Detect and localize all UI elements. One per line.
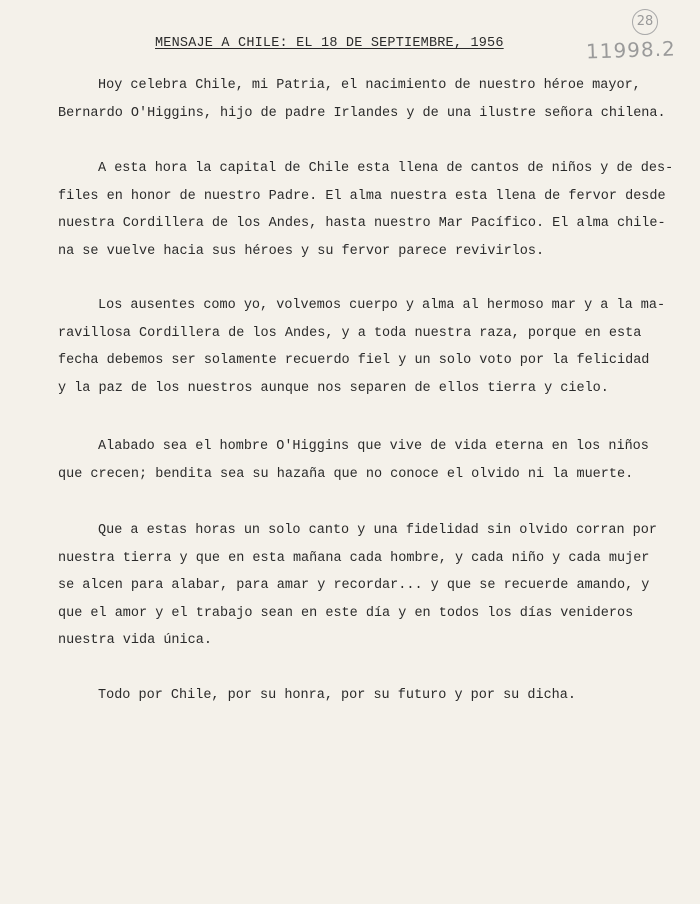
- text-line: se alcen para alabar, para amar y recordar... y que se recuerde amando, y: [58, 578, 650, 593]
- paragraph-5: [58, 517, 658, 655]
- text-line: que crecen; bendita sea su hazaña que no conoce el olvido ni la muerte.: [58, 466, 634, 482]
- text-line: Hoy celebra Chile, mi Patria, el nacimiento de nuestro héroe mayor,: [98, 78, 641, 93]
- text-line: nuestra Cordillera de los Andes, hasta nuestro Mar Pacífico. El alma chile-: [58, 216, 666, 231]
- text-line: Que a estas horas un solo canto y una fidelidad sin olvido corran por: [98, 523, 657, 538]
- text-line: A esta hora la capital de Chile esta llena de cantos de niños y de des-: [98, 161, 674, 176]
- text-line: ravillosa Cordillera de los Andes, y a toda nuestra raza, porque en esta: [58, 325, 642, 341]
- paragraph-4: [58, 433, 658, 488]
- paragraph-3: [58, 292, 666, 402]
- text-line: Todo por Chile, por su honra, por su futuro y por su dicha.: [98, 688, 576, 703]
- text-line: Bernardo O'Higgins, hijo de padre Irlandes y de una ilustre señora chilena.: [58, 105, 666, 121]
- text-line: fecha debemos ser solamente recuerdo fiel y un solo voto por la felicidad: [58, 353, 650, 368]
- archive-number: 11998.2: [585, 36, 677, 64]
- text-line: nuestra vida única.: [58, 633, 212, 648]
- text-line: que el amor y el trabajo sean en este día y en todos los días venideros: [58, 605, 634, 621]
- text-line: Los ausentes como yo, volvemos cuerpo y alma al hermoso mar y a la ma-: [98, 298, 666, 313]
- text-line: na se vuelve hacia sus héroes y su fervor parece revivirlos.: [58, 243, 545, 259]
- document-title: MENSAJE A CHILE: EL 18 DE SEPTIEMBRE, 1956: [155, 36, 504, 51]
- text-line: y la paz de los nuestros aunque nos separen de ellos tierra y cielo.: [58, 380, 609, 396]
- page-number: 28: [632, 9, 658, 35]
- paragraph-1: [58, 72, 666, 127]
- text-line: files en honor de nuestro Padre. El alma nuestra esta llena de fervor desde: [58, 188, 666, 204]
- paragraph-6: [58, 682, 658, 710]
- text-line: Alabado sea el hombre O'Higgins que vive de vida eterna en los niños: [98, 439, 649, 454]
- text-line: nuestra tierra y que en esta mañana cada hombre, y cada niño y cada mujer: [58, 550, 650, 566]
- paragraph-2: [58, 155, 674, 265]
